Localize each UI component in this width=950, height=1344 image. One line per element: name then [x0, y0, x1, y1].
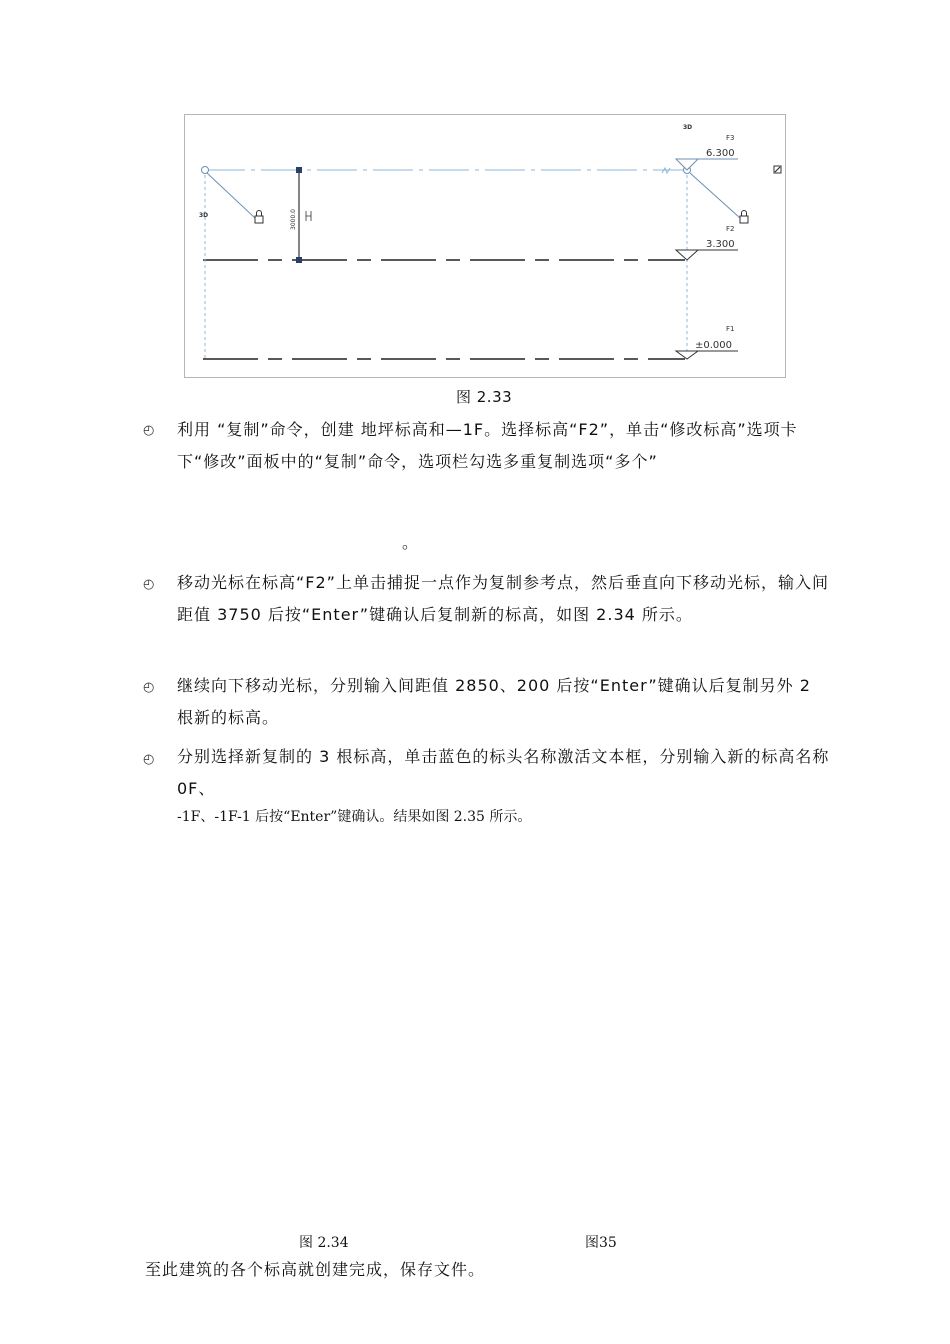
left-endpoint-handle[interactable]: [202, 167, 209, 174]
level-elevation-f1[interactable]: ±0.000: [695, 340, 733, 351]
right-3d-label: 3D: [683, 124, 693, 131]
left-leader-line: [207, 173, 255, 218]
dimension-lock-icon[interactable]: [306, 211, 311, 221]
level-diagram: [185, 115, 787, 379]
level-name-f2[interactable]: F2: [726, 225, 735, 233]
break-line-icon[interactable]: [662, 168, 670, 173]
figure-2-33-caption: 图 2.33: [456, 388, 513, 406]
bullet-icon: ◴: [143, 752, 155, 767]
figure-2-35-caption: 图35: [585, 1235, 617, 1251]
left-3d-label: 3D: [199, 212, 209, 219]
level-name-f3[interactable]: F3: [726, 134, 735, 142]
level-elevation-f2[interactable]: 3.300: [706, 239, 735, 250]
closing-sentence: 至此建筑的各个标高就创建完成，保存文件。: [145, 1260, 486, 1279]
left-lock-icon[interactable]: [255, 211, 263, 224]
level-head-f2-icon[interactable]: [676, 250, 698, 260]
dimension-grip-top[interactable]: [296, 167, 302, 173]
figure-2-34-caption: 图 2.34: [299, 1235, 349, 1251]
level-diagram-figure: [184, 114, 786, 378]
level-head-f3-icon[interactable]: [676, 159, 698, 170]
paragraph-copy-command: 利用 “复制”命令，创建 地坪标高和—1F。选择标高“F2”，单击“修改标高”选项卡下“修改”面板中的“复制”命令，选项栏勾选多重复制选项“多个”: [177, 420, 798, 471]
paragraph-rename-levels: 分别选择新复制的 3 根标高，单击蓝色的标头名称激活文本框，分别输入新的标高名称 0F、: [177, 747, 830, 798]
level-elevation-f3[interactable]: 6.300: [706, 148, 735, 159]
right-lock-icon[interactable]: [740, 211, 748, 224]
bullet-icon: ◴: [143, 680, 155, 695]
dimension-grip-bottom[interactable]: [296, 257, 302, 263]
right-leader-line: [690, 173, 740, 218]
level-name-f1[interactable]: F1: [726, 325, 735, 333]
bullet-icon: ◴: [143, 423, 155, 438]
dimension-value[interactable]: 3000.0: [290, 209, 297, 230]
level-head-f1-icon[interactable]: [676, 351, 698, 359]
hide-bubble-checkbox-icon[interactable]: [774, 166, 781, 173]
paragraph-continue-move: 继续向下移动光标，分别输入间距值 2850、200 后按“Enter”键确认后复制另外 2 根新的标高。: [177, 676, 811, 727]
bullet-icon: ◴: [143, 577, 155, 592]
paragraph-fragment-period: 。: [402, 533, 419, 552]
paragraph-rename-continuation: -1F、-1F-1 后按“Enter”键确认。结果如图 2.35 所示。: [177, 809, 532, 825]
paragraph-move-cursor: 移动光标在标高“F2”上单击捕捉一点作为复制参考点，然后垂直向下移动光标，输入间距值 3750 后按“Enter”键确认后复制新的标高，如图 2.34 所示。: [177, 573, 829, 624]
